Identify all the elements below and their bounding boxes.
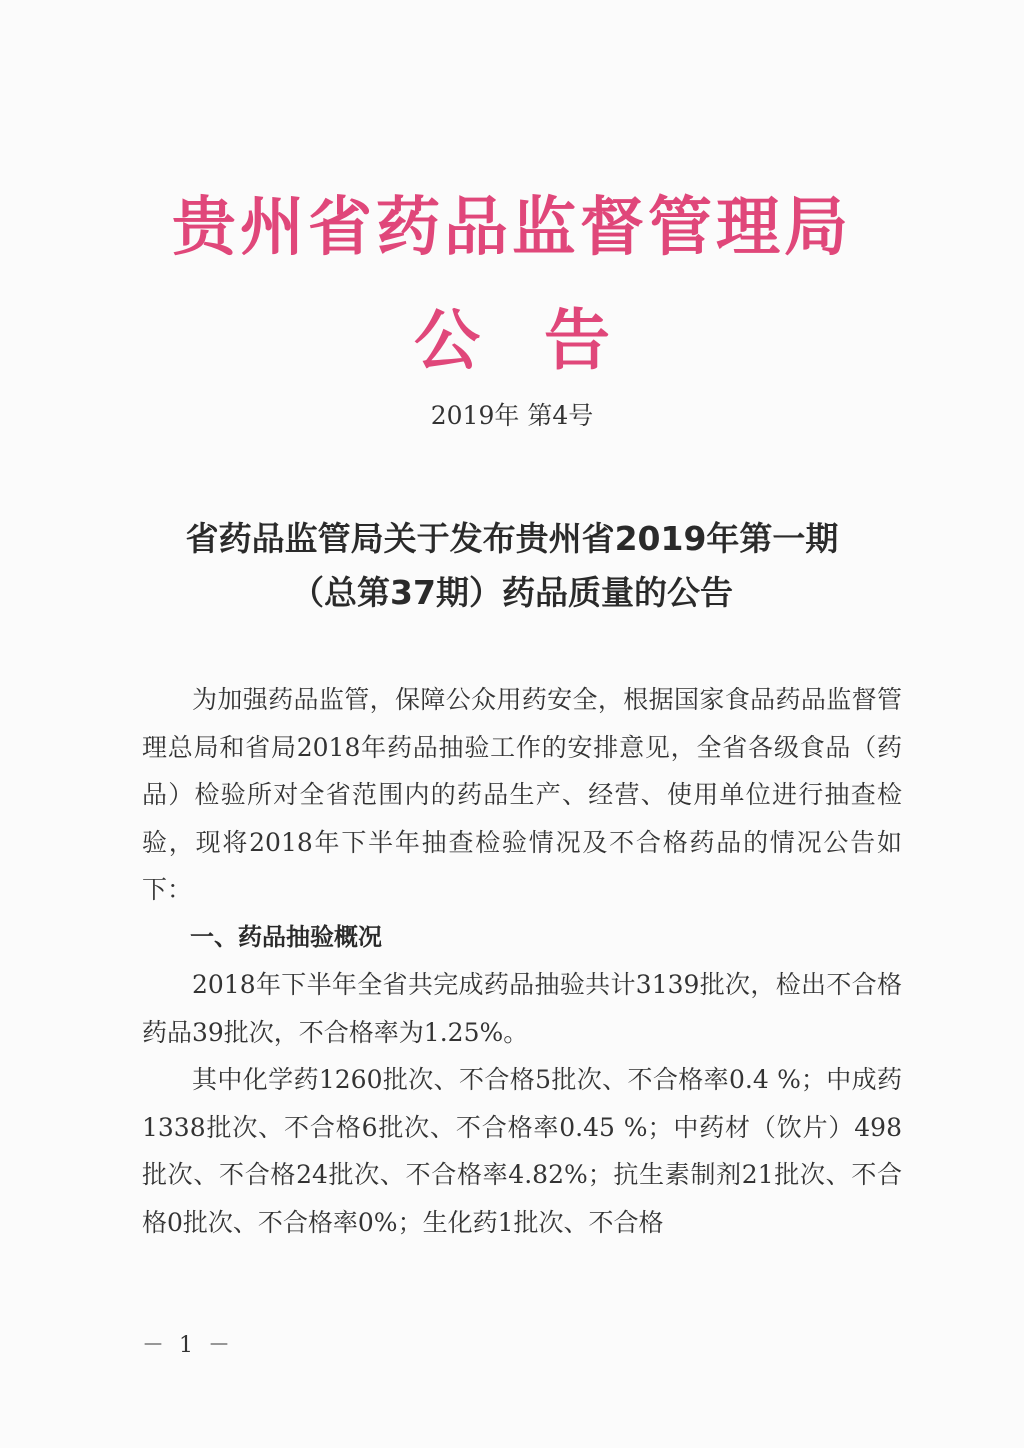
breakdown-paragraph: 其中化学药1260批次、不合格5批次、不合格率0.4 %；中成药1338批次、不合格6批次、不合格率0.45 %；中药材（饮片）498批次、不合格24批次、不合格率4.82%；抗生素制剂21批次、不合格0批次、不合格率0%；生化药1批次、不合格 [142,1065,902,1237]
document-title [120,512,904,620]
title-line-2: （总第37期）药品质量的公告 [291,573,733,612]
page-number: － 1 － [142,1333,234,1358]
title-line-1: 省药品监管局关于发布贵州省2019年第一期 [185,519,839,558]
document-number: 2019年 第4号 [430,401,594,430]
section-heading: 一、药品抽验概况 [190,922,382,951]
overview-paragraph: 2018年下半年全省共完成药品抽验共计3139批次，检出不合格药品39批次，不合格率为1.25%。 [142,970,902,1047]
document-kind: 公告 [414,302,674,379]
document-body [142,676,902,1246]
issuing-organization: 贵州省药品监督管理局 [172,191,852,265]
intro-paragraph: 为加强药品监管，保障公众用药安全，根据国家食品药品监督管理总局和省局2018年药品抽验工作的安排意见，全省各级食品（药品）检验所对全省范围内的药品生产、经营、使用单位进行抽查检验，现将2018年下半年抽查检验情况及不合格药品的情况公告如下： [142,685,902,904]
